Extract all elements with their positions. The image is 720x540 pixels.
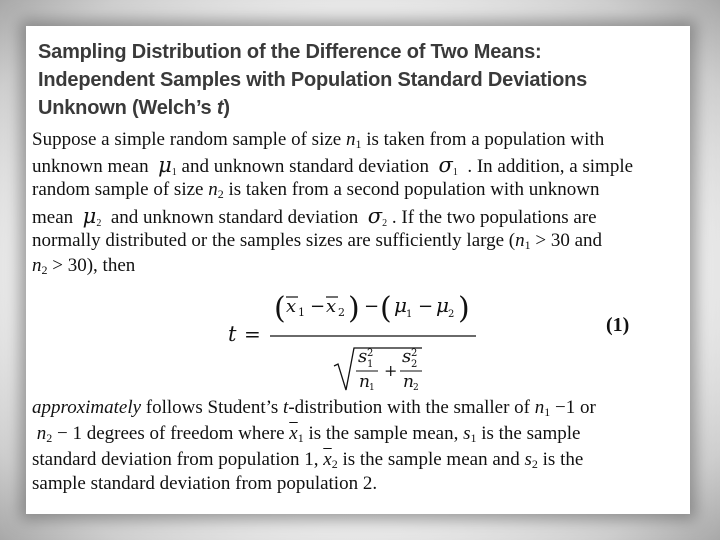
- text-fragment: 2: [46, 431, 53, 445]
- slide: [26, 26, 690, 514]
- eq-equals: =: [244, 322, 261, 346]
- welch-t-equation: [226, 280, 526, 392]
- text-fragment: n: [36, 423, 47, 444]
- text-fragment: . In addition, a simple: [467, 156, 634, 177]
- text-fragment: . If the two populations are: [391, 207, 597, 228]
- text-fragment: 2: [217, 187, 224, 201]
- text-fragment: s: [463, 423, 471, 444]
- text-fragment: − 1 degrees of freedom where: [52, 423, 290, 444]
- text-fragment: Suppose a simple random sample of size: [32, 129, 346, 150]
- text-fragment: 1: [297, 431, 304, 445]
- text-fragment: n: [515, 230, 525, 251]
- eq-n2-sub: 2: [413, 383, 419, 392]
- text-fragment: σ: [367, 204, 383, 228]
- eq-lparen-1: (: [274, 291, 286, 326]
- eq-s1-sup: 2: [367, 348, 374, 359]
- paragraph-1-line-4: [32, 204, 682, 230]
- eq-x2-sub: 2: [338, 306, 345, 319]
- text-fragment: is the: [537, 449, 584, 470]
- text-fragment: n: [345, 129, 356, 150]
- text-fragment: is taken from a second population with unknown: [223, 179, 600, 200]
- eq-lparen-2: (: [380, 291, 392, 326]
- title-line-1: Sampling Distribution of the Difference of Two Means:: [38, 41, 542, 63]
- text-fragment: sample standard deviation from population 2.: [32, 473, 378, 494]
- equation-number: (1): [606, 314, 630, 336]
- text-fragment: is the sample mean and: [337, 449, 525, 470]
- eq-s2-sup: 2: [411, 348, 418, 359]
- text-fragment: mean: [32, 207, 78, 228]
- text-fragment: 1: [452, 167, 458, 178]
- paragraph-2-line-1: [32, 396, 682, 420]
- title-line-2: Independent Samples with Population Standard Deviations: [38, 69, 588, 91]
- text-fragment: 2: [96, 218, 102, 229]
- text-fragment: μ: [82, 204, 97, 228]
- text-fragment: 2: [382, 218, 388, 229]
- paragraph-2-line-4: [32, 472, 682, 496]
- text-fragment: approximately: [32, 397, 142, 418]
- eq-minus-1: −: [310, 296, 326, 317]
- paragraph-1-line-6: [32, 254, 682, 278]
- text-fragment: $\overline{x}$: [323, 449, 332, 470]
- text-fragment: n: [534, 397, 545, 418]
- text-fragment: unknown mean: [32, 156, 154, 177]
- text-fragment: 1: [524, 238, 531, 252]
- eq-n2: n: [403, 372, 414, 392]
- slide-title: [38, 38, 678, 122]
- paragraph-1-line-2: [32, 153, 682, 179]
- eq-mu2-sub: 2: [448, 309, 455, 320]
- text-fragment: s: [524, 449, 532, 470]
- text-fragment: and unknown standard deviation: [176, 156, 434, 177]
- text-fragment: follows Student’s: [141, 397, 284, 418]
- eq-s1: s: [358, 346, 368, 367]
- eq-minus-2: −: [364, 296, 380, 317]
- text-fragment: -distribution with the smaller of: [288, 397, 535, 418]
- text-fragment: > 30 and: [530, 230, 603, 251]
- text-fragment: σ: [438, 153, 453, 177]
- eq-plus: +: [384, 361, 398, 380]
- text-fragment: 2: [531, 457, 538, 471]
- eq-mu1-sub: 1: [406, 309, 413, 320]
- eq-s1-sub: 1: [367, 359, 374, 370]
- title-line-3: [38, 94, 678, 122]
- text-fragment: ): [223, 97, 230, 119]
- text-fragment: 2: [41, 263, 48, 277]
- text-fragment: −1 or: [550, 397, 596, 418]
- eq-rparen-1: ): [348, 291, 360, 326]
- eq-x1-sub: 1: [298, 306, 305, 319]
- text-fragment: random sample of size: [32, 179, 209, 200]
- text-fragment: 1: [470, 431, 477, 445]
- eq-n1-sub: 1: [369, 383, 375, 392]
- text-fragment: is taken from a population with: [361, 129, 605, 150]
- text-fragment: n: [208, 179, 218, 200]
- text-fragment: 1: [355, 137, 362, 151]
- paragraph-1-line-3: [32, 178, 682, 202]
- paragraph-2-line-3: [32, 448, 682, 472]
- eq-minus-3: −: [418, 296, 434, 317]
- eq-x2: x: [326, 296, 337, 317]
- text-fragment: Unknown (Welch’s: [38, 97, 217, 119]
- text-fragment: t: [283, 397, 289, 418]
- eq-mu1: μ: [394, 293, 407, 317]
- text-fragment: is the sample mean,: [303, 423, 464, 444]
- paragraph-1-line-5: [32, 229, 682, 253]
- text-fragment: $\overline{x}$: [289, 423, 298, 444]
- eq-t: t: [228, 322, 237, 346]
- text-fragment: > 30), then: [47, 255, 136, 276]
- text-fragment: 1: [171, 167, 177, 178]
- eq-n1: n: [359, 372, 370, 392]
- text-fragment: is the sample: [476, 423, 581, 444]
- text-fragment: t: [216, 97, 224, 119]
- text-fragment: normally distributed or the samples sizes are sufficiently large (: [32, 230, 516, 251]
- paragraph-2-line-2: [32, 422, 682, 446]
- text-fragment: μ: [158, 153, 172, 177]
- text-fragment: standard deviation from population 1,: [32, 449, 324, 470]
- text-fragment: 1: [544, 405, 551, 419]
- eq-s2: s: [402, 346, 412, 367]
- eq-x1: x: [286, 296, 297, 317]
- text-fragment: 2: [331, 457, 338, 471]
- text-fragment: and unknown standard deviation: [106, 207, 364, 228]
- text-fragment: n: [32, 255, 42, 276]
- paragraph-1-line-1: [32, 128, 682, 152]
- eq-s2-sub: 2: [411, 359, 418, 370]
- eq-mu2: μ: [436, 293, 449, 317]
- eq-rparen-2: ): [458, 291, 470, 326]
